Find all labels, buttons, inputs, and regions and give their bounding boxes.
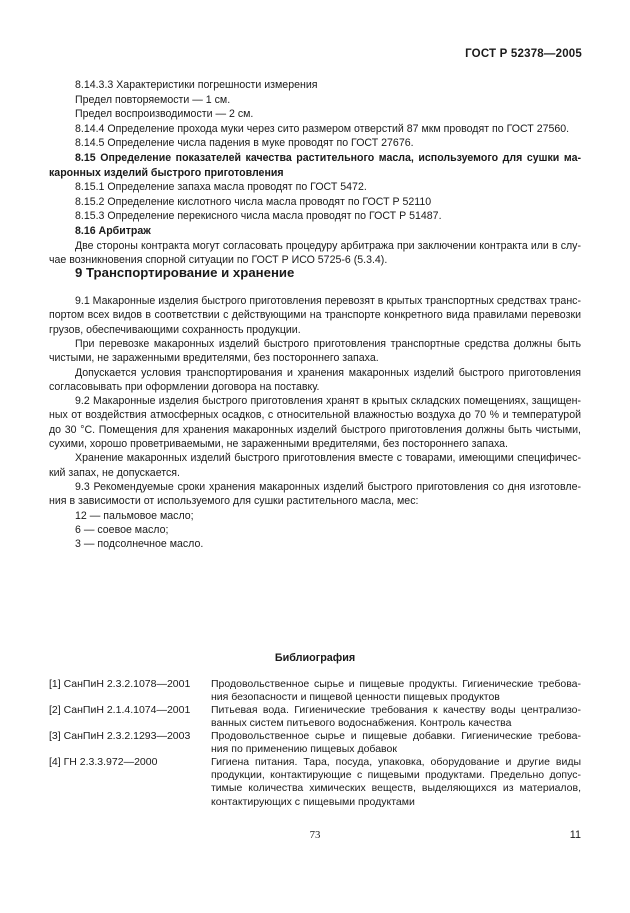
text-line: 9.2 Макаронные изделия быстрого приготовления хранят в крытых складских помещениях, защищен- <box>75 395 581 408</box>
section-9-title: 9 Транспортирование и хранение <box>75 265 295 280</box>
bibliography-description-line: Продовольственное сырье и пищевые продукты. Гигиенические требова- <box>211 678 581 690</box>
bibliography-description <box>211 678 581 704</box>
bibliography-description-line: ния по применению пищевых добавок <box>211 743 397 756</box>
text-line: Хранение макаронных изделий быстрого приготовления вместе с товарами, имеющими специфичес- <box>75 452 581 465</box>
text-line: Две стороны контракта могут согласовать процедуру арбитража при заключении контракта или в слу- <box>75 239 581 252</box>
bibliography-ref: [4] ГН 2.3.3.972—2000 <box>49 756 158 768</box>
text-line: ния в зависимости от используемого для сушки растительного масла, мес: <box>49 495 419 508</box>
sheet-number: 73 <box>309 829 321 841</box>
text-line: 8.14.4 Определение прохода муки через сито размером отверстий 87 мкм проводят по ГОСТ 27560. <box>75 122 570 135</box>
bibliography-ref: [1] СанПиН 2.3.2.1078—2001 <box>49 678 191 690</box>
text-line: каронных изделий быстрого приготовления <box>49 166 284 179</box>
text-line: чистыми, не зараженными вредителями, без постороннего запаха. <box>49 352 379 365</box>
text-line: Предел повторяемости — 1 см. <box>75 93 231 106</box>
text-line: 8.15.3 Определение перекисного числа масла проводят по ГОСТ Р 51487. <box>75 210 442 223</box>
bibliography-description-line: ванных систем питьевого водоснабжения. Контроль качества <box>211 717 512 730</box>
text-line: 8.14.3.3 Характеристики погрешности измерения <box>75 79 318 91</box>
bibliography-ref: [2] СанПиН 2.1.4.1074—2001 <box>49 704 191 716</box>
text-line: 3 — подсолнечное масло. <box>75 538 204 551</box>
bibliography-description-line: ния безопасности и пищевой ценности пищевых продуктов <box>211 691 500 704</box>
text-line: сухими, хорошо проветриваемыми, не зараженными вредителями, без постороннего запаха. <box>49 438 508 450</box>
text-line: 9.3 Рекомендуемые сроки хранения макаронных изделий быстрого приготовления со дня изготовле- <box>75 480 581 493</box>
bibliography-ref: [3] СанПиН 2.3.2.1293—2003 <box>49 730 191 742</box>
text-line: портом всех видов в соответствии с действующими на транспорте конкретного вида правилами перевозки <box>49 309 581 322</box>
page-number: 11 <box>569 829 581 841</box>
bibliography-description-line: Продовольственное сырье и пищевые добавки. Гигиенические требова- <box>211 730 581 742</box>
text-line: Допускается условия транспортирования и хранения макаронных изделий быстрого приготовления <box>75 366 581 379</box>
bibliography-description-line: контактирующих с пищевыми продуктами <box>211 795 415 808</box>
bibliography-description-line: продукции, контактирующие с пищевыми продуктами. Предельно допус- <box>211 769 581 782</box>
text-line: 8.14.5 Определение числа падения в муке проводят по ГОСТ 27676. <box>75 137 414 150</box>
text-line: 8.15 Определение показателей качества растительного масла, используемого для сушки ма- <box>75 152 581 164</box>
text-line: кий запах, не допускается. <box>49 466 180 479</box>
bibliography-title: Библиография <box>274 652 356 664</box>
text-line: 6 — соевое масло; <box>75 523 169 536</box>
bibliography-description-line: тимые количества химических веществ, выделяющихся из материалов, <box>211 782 581 795</box>
text-line: 8.16 Арбитраж <box>75 225 151 237</box>
text-line: Предел воспроизводимости — 2 см. <box>75 108 254 121</box>
bibliography-description <box>211 730 581 756</box>
text-line: При перевозке макаронных изделий быстрого приготовления транспортные средства должны быть <box>75 337 581 350</box>
bibliography-description <box>211 756 581 809</box>
text-line: 9.1 Макаронные изделия быстрого приготовления перевозят в крытых транспортных средствах транс- <box>75 295 581 307</box>
bibliography-description-line: Питьевая вода. Гигиенические требования к качеству воды централизо- <box>211 704 581 716</box>
text-line: чае возникновения спорной ситуации по ГОСТ Р ИСО 5725-6 (5.3.4). <box>49 254 388 267</box>
bibliography-description <box>211 704 581 730</box>
bibliography-description-line: Гигиена питания. Тара, посуда, упаковка, оборудование и другие виды <box>211 756 581 768</box>
text-line: 12 — пальмовое масло; <box>75 509 194 522</box>
text-line: ных от воздействия атмосферных осадков, с относительной влажностью воздуха до 70 % и температурой <box>49 409 581 422</box>
text-line: до 30 °С. Помещения для хранения макаронных изделий быстрого приготовления должны быть чистыми, <box>49 423 581 436</box>
document-header: ГОСТ Р 52378—2005 <box>465 48 582 60</box>
text-line: грузов, обеспечивающими сохранность продукции. <box>49 323 301 336</box>
text-line: 8.15.2 Определение кислотного числа масла проводят по ГОСТ Р 52110 <box>75 195 432 208</box>
text-line: согласовывать при оформлении договора на поставку. <box>49 380 320 393</box>
text-line: 8.15.1 Определение запаха масла проводят по ГОСТ 5472. <box>75 181 367 194</box>
